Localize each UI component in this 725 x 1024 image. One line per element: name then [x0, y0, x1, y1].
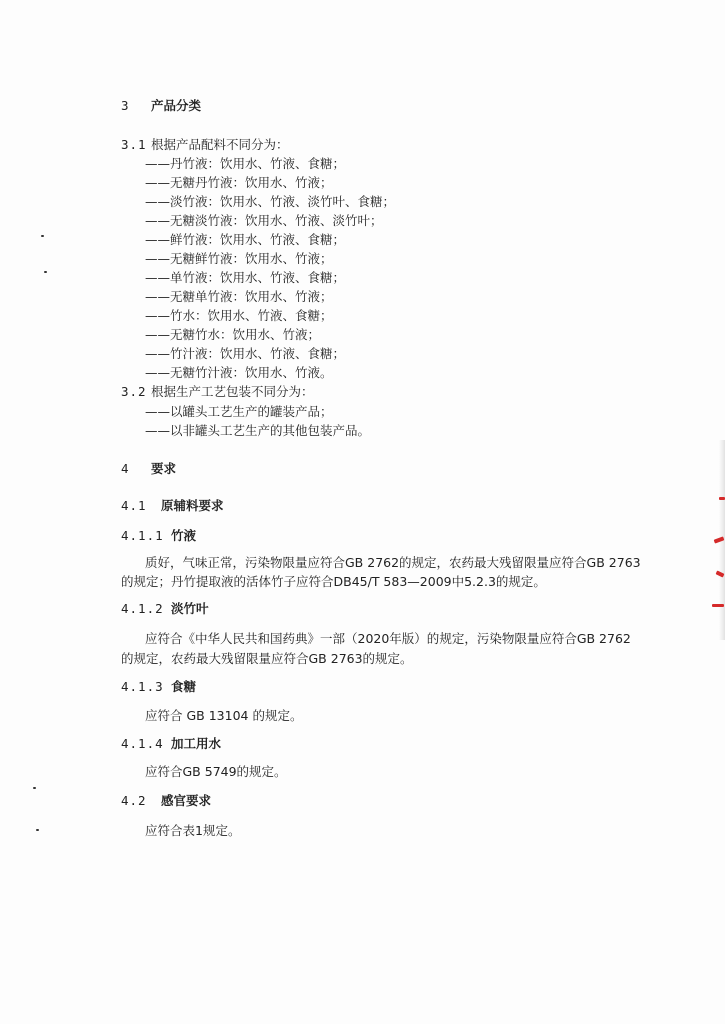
clause-4-1-1-heading [121, 527, 196, 545]
list-item: ——无糖竹汁液：饮用水、竹液。 [145, 365, 333, 380]
clause-title: 淡竹叶 [171, 601, 209, 616]
clause-number: 4.1 [121, 498, 147, 513]
paragraph-line: 应符合 GB 13104 的规定。 [145, 708, 303, 723]
clause-4-2-heading [121, 792, 211, 810]
paragraph-line: 质好，气味正常，污染物限量应符合GB 2762的规定，农药最大残留限量应符合GB 2763 [145, 555, 641, 570]
clause-title: 竹液 [171, 528, 197, 543]
clause-title: 食糖 [171, 679, 197, 694]
clause-number: 4.1.4 [121, 736, 164, 751]
clause-4-1-4-heading [121, 735, 221, 753]
list-item: ——淡竹液：饮用水、竹液、淡竹叶、食糖； [145, 194, 396, 209]
clause-3-2 [121, 383, 314, 401]
paragraph-line: 应符合《中华人民共和国药典》一部（2020年版）的规定，污染物限量应符合GB 2762 [145, 631, 631, 646]
section-title: 产品分类 [151, 98, 202, 113]
scan-speck [33, 787, 36, 789]
clause-text: 根据产品配料不同分为： [151, 137, 289, 152]
scan-speck [36, 829, 39, 831]
list-item: ——鲜竹液：饮用水、竹液、食糖； [145, 232, 346, 247]
list-item: ——无糖竹水：饮用水、竹液； [145, 327, 321, 342]
paragraph-line: 应符合表1规定。 [145, 823, 241, 838]
clause-number: 4.1.1 [121, 528, 164, 543]
list-item: ——无糖淡竹液：饮用水、竹液、淡竹叶； [145, 213, 383, 228]
section-number: 3 [121, 98, 130, 113]
list-item: ——以罐头工艺生产的罐装产品； [145, 404, 333, 419]
section-3-heading [121, 97, 201, 115]
paragraph-line: 应符合GB 5749的规定。 [145, 764, 287, 779]
section-number: 4 [121, 461, 130, 476]
list-item: ——单竹液：饮用水、竹液、食糖； [145, 270, 346, 285]
list-item: ——无糖单竹液：饮用水、竹液； [145, 289, 333, 304]
section-4-heading [121, 460, 176, 478]
seal-fragment [719, 497, 725, 500]
seal-fragment [712, 604, 724, 607]
clause-4-1-3-heading [121, 678, 196, 696]
clause-title: 感官要求 [161, 793, 212, 808]
scan-speck [44, 271, 47, 273]
list-item: ——无糖丹竹液：饮用水、竹液； [145, 175, 333, 190]
list-item: ——丹竹液：饮用水、竹液、食糖； [145, 156, 346, 171]
clause-number: 3.2 [121, 384, 147, 399]
list-item: ——竹水：饮用水、竹液、食糖； [145, 308, 333, 323]
clause-4-1-2-heading [121, 600, 209, 618]
paragraph-line: 的规定；丹竹提取液的活体竹子应符合DB45/T 583—2009中5.2.3的规定。 [121, 574, 546, 589]
scan-speck [41, 235, 44, 237]
paragraph-line: 的规定，农药最大残留限量应符合GB 2763的规定。 [121, 651, 413, 666]
clause-text: 根据生产工艺包装不同分为： [151, 384, 314, 399]
list-item: ——竹汁液：饮用水、竹液、食糖； [145, 346, 346, 361]
clause-title: 原辅料要求 [161, 498, 224, 513]
clause-3-1 [121, 136, 289, 154]
clause-number: 4.2 [121, 793, 147, 808]
clause-number: 3.1 [121, 137, 147, 152]
clause-title: 加工用水 [171, 736, 222, 751]
section-title: 要求 [151, 461, 177, 476]
list-item: ——无糖鲜竹液：饮用水、竹液； [145, 251, 333, 266]
clause-number: 4.1.3 [121, 679, 164, 694]
list-item: ——以非罐头工艺生产的其他包装产品。 [145, 423, 371, 438]
clause-4-1-heading [121, 497, 224, 515]
clause-number: 4.1.2 [121, 601, 164, 616]
